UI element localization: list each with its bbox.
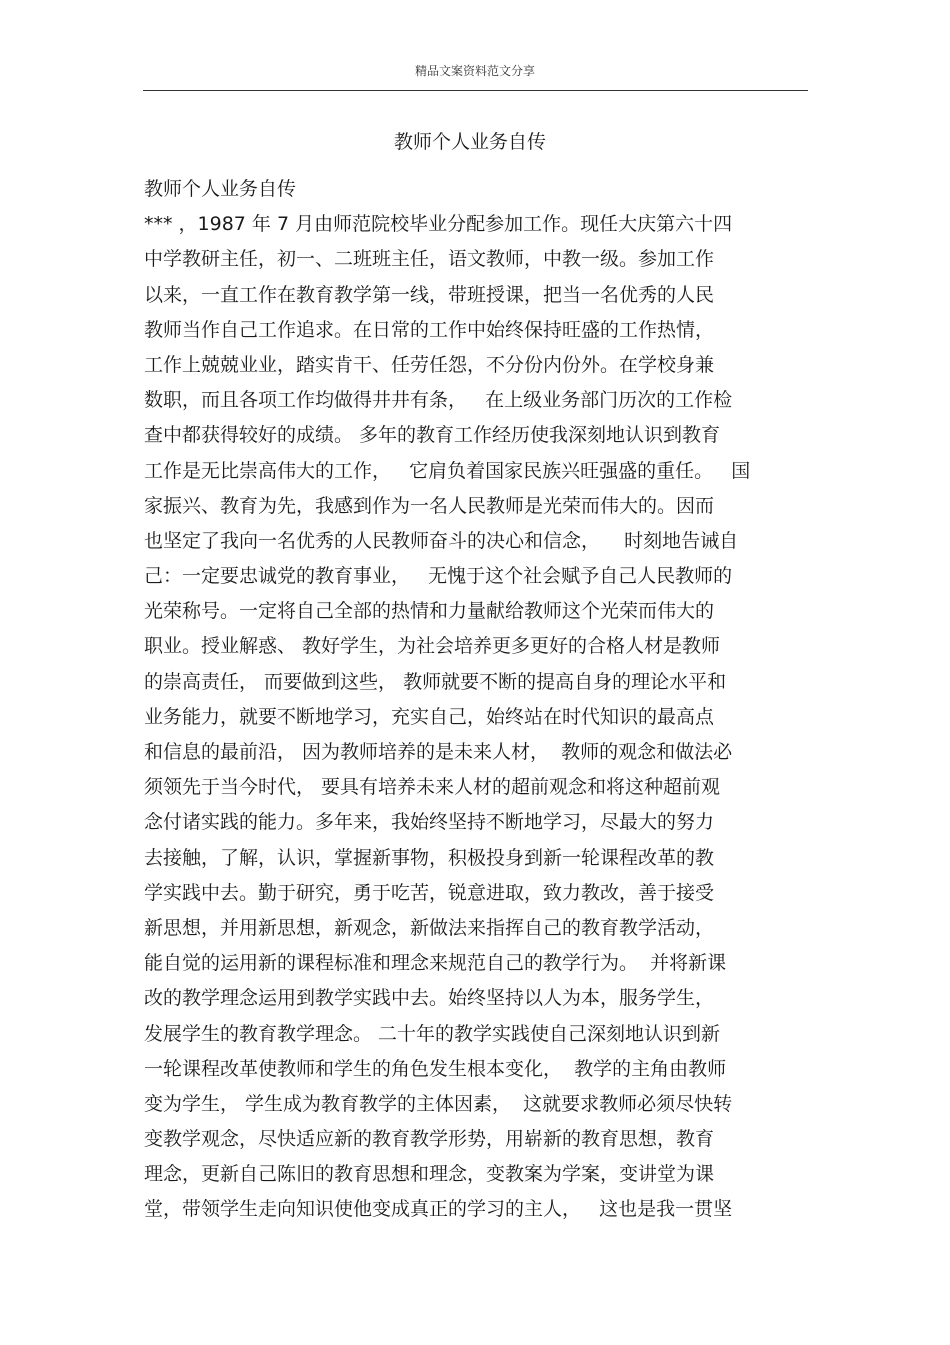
body-line: 和信息的最前沿， 因为教师培养的是未来人材， 教师的观念和做法必 [144,741,733,763]
running-header: 精品文案资料范文分享 [414,64,535,78]
document-body [144,172,824,1228]
body-line: 业务能力，就要不断地学习，充实自己，始终站在时代知识的最高点 [144,705,715,728]
body-line: 工作是无比崇高伟大的工作， 它肩负着国家民族兴旺强盛的重任。 国 [144,459,751,482]
body-line: 教师当作自己工作追求。在日常的工作中始终保持旺盛的工作热情， [144,318,715,341]
body-line: 职业。授业解惑、 教好学生，为社会培养更多更好的合格人材是教师 [144,635,721,658]
body-line: 家振兴、教育为先，我感到作为一名人民教师是光荣而伟大的。因而 [144,494,715,517]
body-line: 理念，更新自己陈旧的教育思想和理念，变教案为学案，变讲堂为课 [144,1163,715,1186]
body-line: 的崇高责任， 而要做到这些， 教师就要不断的提高自身的理论水平和 [144,670,727,693]
body-line: 中学教研主任，初一、二班班主任，语文教师，中教一级。参加工作 [144,248,715,271]
body-line: 查中都获得较好的成绩。 多年的教育工作经历使我深刻地认识到教育 [144,424,721,447]
body-line: 以来，一直工作在教育教学第一线，带班授课，把当一名优秀的人民 [144,283,715,306]
body-line: *** ，1987 年 7 月由师范院校毕业分配参加工作。现任大庆第六十四 [144,213,733,236]
body-line: 也坚定了我向一名优秀的人民教师奋斗的决心和信念， 时刻地告诫自 [144,529,739,552]
body-line: 变为学生， 学生成为教育教学的主体因素， 这就要求教师必须尽快转 [144,1092,733,1115]
body-line: 发展学生的教育教学理念。 二十年的教学实践使自己深刻地认识到新 [144,1022,721,1045]
body-line: 须领先于当今时代， 要具有培养未来人材的超前观念和将这种超前观 [144,776,721,799]
body-line: 学实践中去。勤于研究，勇于吃苦，锐意进取，致力教改，善于接受 [144,881,715,904]
body-line: 变教学观念，尽快适应新的教育教学形势，用崭新的教育思想，教育 [144,1128,715,1151]
body-line: 念付诸实践的能力。多年来，我始终坚持不断地学习，尽最大的努力 [144,811,715,834]
body-line: 去接触，了解，认识，掌握新事物，积极投身到新一轮课程改革的教 [144,846,715,869]
body-line: 改的教学理念运用到教学实践中去。始终坚持以人为本，服务学生， [144,987,715,1010]
body-line: 数职，而且各项工作均做得井井有条， 在上级业务部门历次的工作检 [144,389,733,412]
document-title: 教师个人业务自传 [393,131,546,153]
body-line: 一轮课程改革使教师和学生的角色发生根本变化， 教学的主角由教师 [144,1057,727,1080]
body-line: 教师个人业务自传 [144,178,297,200]
body-line: 能自觉的运用新的课程标准和理念来规范自己的教学行为。 并将新课 [144,952,727,975]
body-line: 己：一定要忠诚党的教育事业， 无愧于这个社会赋予自己人民教师的 [144,565,733,588]
header-divider [143,90,808,91]
body-line: 堂，带领学生走向知识使他变成真正的学习的主人， 这也是我一贯坚 [144,1198,733,1221]
body-line: 光荣称号。一定将自己全部的热情和力量献给教师这个光荣而伟大的 [144,600,715,623]
body-line: 工作上兢兢业业，踏实肯干、任劳任怨，不分份内份外。在学校身兼 [144,353,715,376]
body-line: 新思想，并用新思想，新观念，新做法来指挥自己的教育教学活动， [144,916,715,939]
